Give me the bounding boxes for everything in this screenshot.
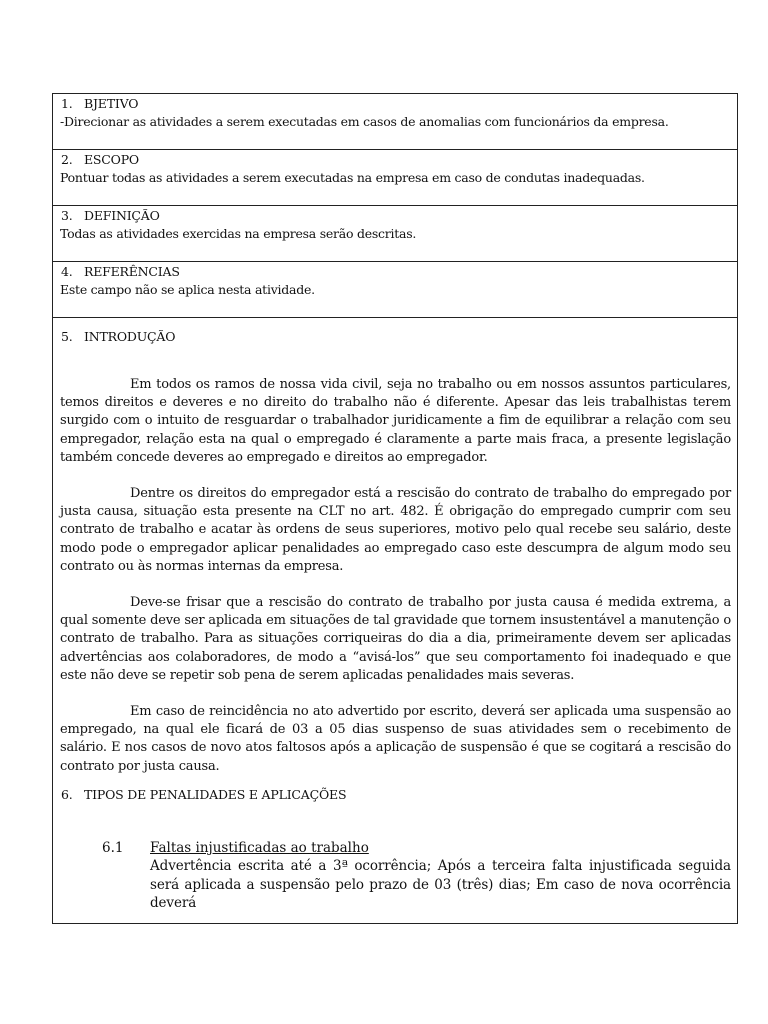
intro-paragraph: Deve-se frisar que a rescisão do contrato de trabalho por justa causa é medida extrema, a qual somente deve ser aplicada em situações de tal gravidade que tornem insustentável a manutenção o contrato de trabalho. Para as situações corriqueiras do dia a dia, primeiramente devem ser aplicadas advertências aos colaboradores, de modo a “avisá-los” que seu comportamento foi inadequado e que este não deve se repetir sob pena de serem aplicadas penalidades mais severas. (60, 595, 731, 683)
section-number: 2. (61, 152, 73, 167)
section-heading (60, 95, 731, 113)
section-text: -Direcionar as atividades a serem executadas em casos de anomalias com funcionários da empresa. (60, 114, 669, 129)
section-heading (60, 207, 731, 225)
intro-paragraph: Em todos os ramos de nossa vida civil, seja no trabalho ou em nossos assuntos particulares, temos direitos e deveres e no direito do trabalho não é diferente. Apesar das leis trabalhistas terem surgido com o intuito de resguardar o trabalhador juridicamente a fim de equilibrar a relação com seu empregador, relação esta na qual o empregado é claramente a parte mais fraca, a presente legislação também concede deveres ao empregado e direitos ao empregador. (60, 377, 731, 465)
section-title: DEFINIÇÃO (84, 208, 160, 223)
section-row-referencias (53, 262, 738, 318)
intro-cell (53, 318, 738, 924)
intro-paragraph: Em caso de reincidência no ato advertido por escrito, deverá ser aplicada uma suspensão ao empregado, na qual ele ficará de 03 a 05 dias suspenso de suas atividades sem o recebimento de salário. E nos casos de novo atos faltosos após a aplicação de suspensão é que se cogitará a rescisão do contrato por justa causa. (60, 704, 731, 774)
section-title: INTRODUÇÃO (84, 329, 176, 344)
section-text: Este campo não se aplica nesta atividade. (60, 282, 315, 297)
subsection-text: Advertência escrita até a 3ª ocorrência; Após a terceira falta injustificada seguida será aplicada a suspensão pelo prazo de 03 (três) dias; Em caso de nova ocorrência deverá (150, 858, 731, 912)
section-number: 4. (61, 264, 73, 279)
section-cell (53, 262, 738, 318)
section-number: 3. (61, 208, 73, 223)
subsection-number: 6.1 (102, 839, 124, 856)
document-table (52, 93, 738, 924)
section-heading (60, 328, 731, 346)
section-row-escopo (53, 150, 738, 206)
section-number: 6. (61, 786, 73, 802)
subsection-title: Faltas injustificadas ao trabalho (150, 839, 369, 856)
subsection-body (150, 839, 731, 913)
section-row-objetivo (53, 94, 738, 150)
section-heading (60, 786, 731, 804)
section-heading (60, 151, 731, 169)
section-row-introducao (53, 318, 738, 924)
section-title: ESCOPO (84, 152, 139, 167)
section-title: REFERÊNCIAS (84, 264, 180, 279)
subsection (60, 839, 731, 913)
section-number: 1. (61, 96, 73, 111)
section-title: TIPOS DE PENALIDADES E APLICAÇÕES (84, 786, 347, 802)
section-row-definicao (53, 206, 738, 262)
section-text: Todas as atividades exercidas na empresa serão descritas. (60, 226, 417, 241)
section-heading (60, 263, 731, 281)
section-cell (53, 94, 738, 150)
section-number: 5. (61, 329, 73, 344)
intro-paragraph: Dentre os direitos do empregador está a rescisão do contrato de trabalho do empregado por justa causa, situação esta presente na CLT no art. 482. É obrigação do empregado cumprir com seu contrato de trabalho e acatar às ordens de seus superiores, motivo pelo qual recebe seu salário, deste modo pode o empregador aplicar penalidades ao empregado caso este descumpra de algum modo seu contrato ou às normas internas da empresa. (60, 486, 731, 574)
section-text: Pontuar todas as atividades a serem executadas na empresa em caso de condutas inadequadas. (60, 170, 645, 185)
section-cell (53, 150, 738, 206)
section-cell (53, 206, 738, 262)
section-title: BJETIVO (84, 96, 139, 111)
